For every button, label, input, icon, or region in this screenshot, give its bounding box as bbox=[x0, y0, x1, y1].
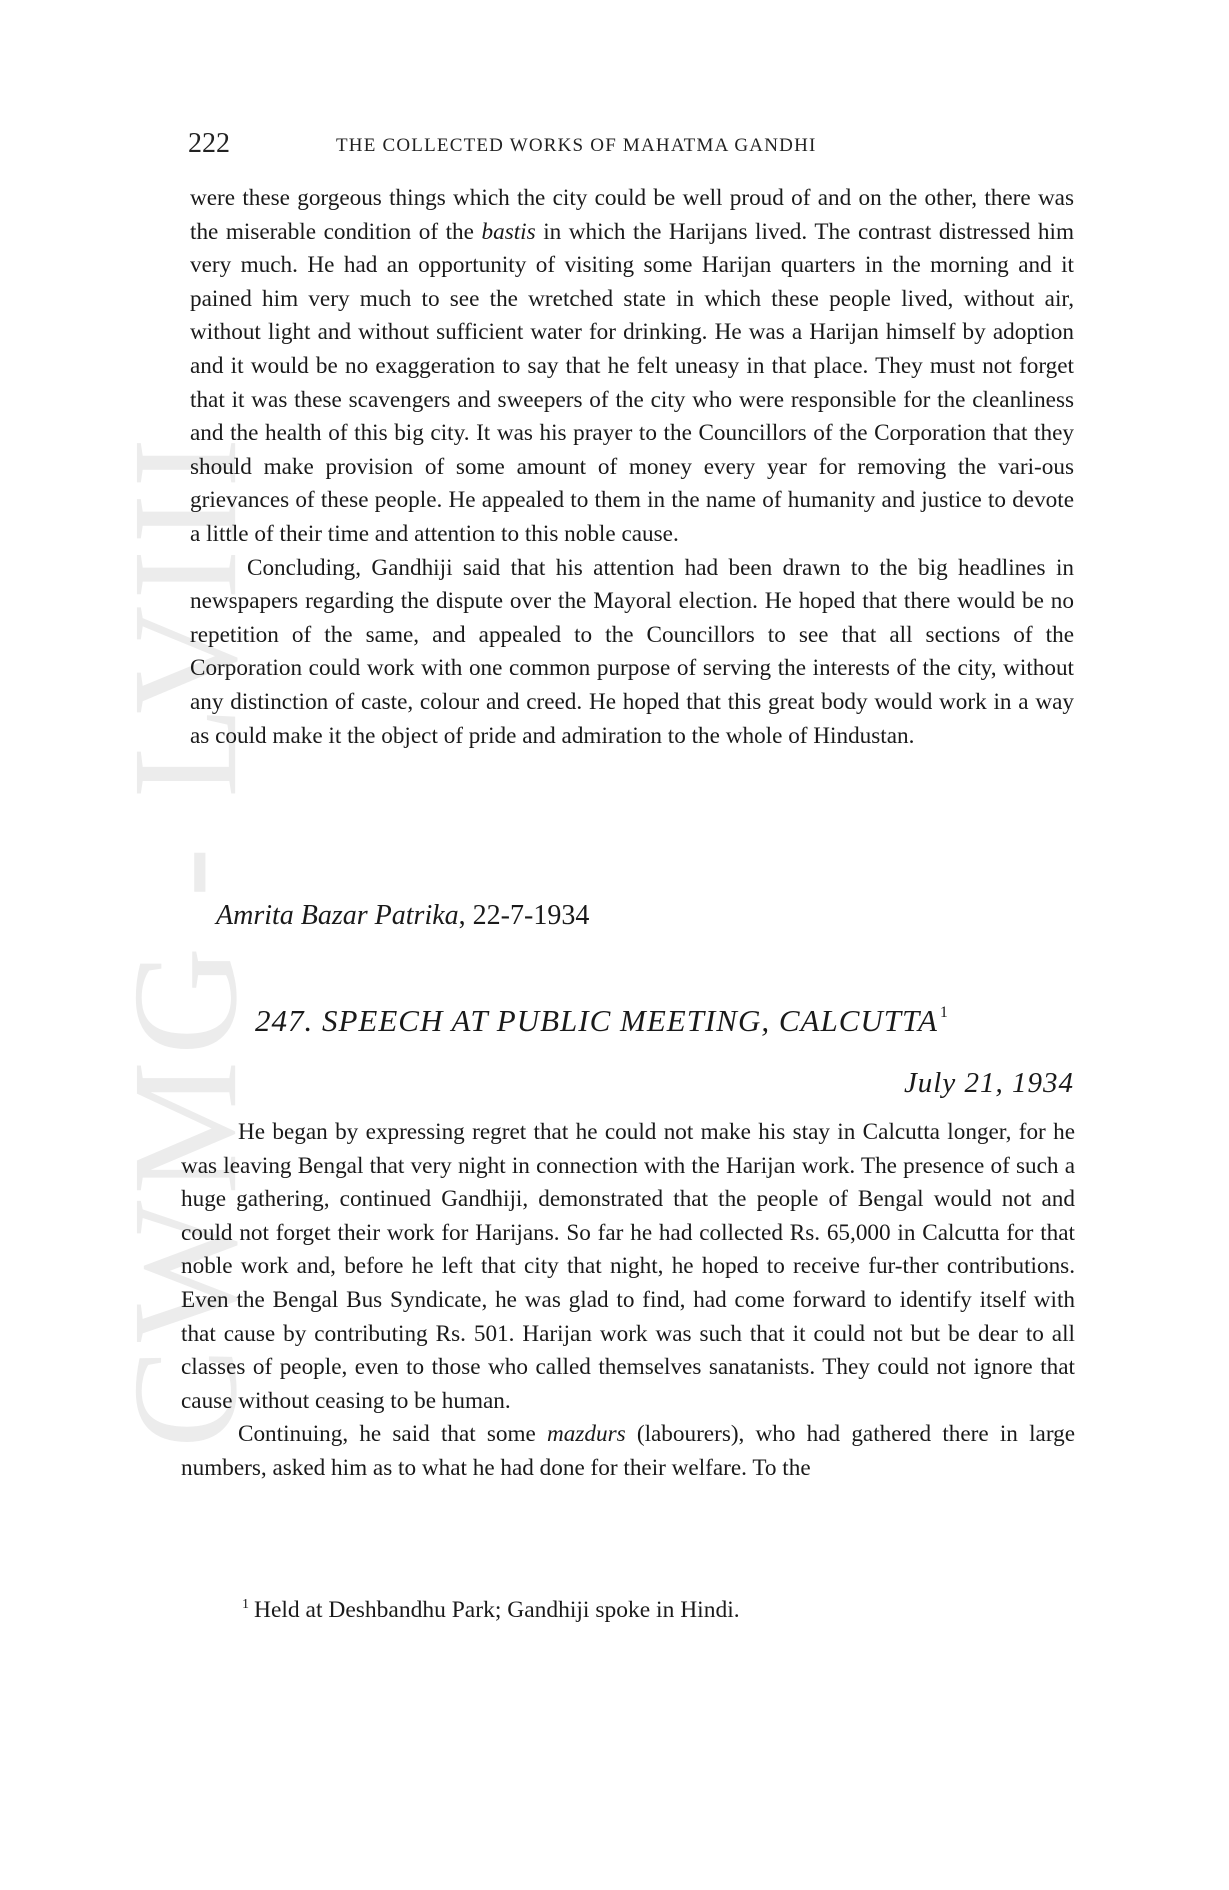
paragraph-4 bbox=[181, 1418, 1075, 1485]
paragraph-1-text-b: in which the Harijans lived. The contrast distressed him very much. He had an opportunity of visiting some Harijan quarters in the morning and it pained him very much to see the wretched state in which these people lived, without air, without light and without sufficient water for drinking. He was a Harijan himself by adoption and it would be no exaggeration to say that he felt uneasy in that place. They must not forget that it was these scavengers and sweepers of the city who were responsible for the cleanliness and the health of this big city. It was his prayer to the Councillors of the Corporation that they should make provision of some amount of money every year for removing the vari-ous grievances of these people. He appealed to them in the name of humanity and justice to devote a little of their time and attention to this noble cause. bbox=[190, 218, 1074, 547]
paragraph-4-text-b: (labourers), who had gathered there in large numbers, asked him as to what he had done for their welfare. To the bbox=[181, 1421, 1076, 1481]
running-title: THE COLLECTED WORKS OF MAHATMA GANDHI bbox=[336, 135, 817, 156]
dateline: July 21, 1934 bbox=[903, 1067, 1074, 1099]
paragraph-1 bbox=[190, 182, 1074, 552]
term-mazdurs: mazdurs bbox=[547, 1421, 626, 1448]
section-heading bbox=[255, 1003, 949, 1039]
footnote-marker: 1 bbox=[242, 1597, 249, 1612]
footnote-reference: 1 bbox=[939, 1004, 949, 1021]
citation-source: Amrita Bazar Patrika bbox=[216, 900, 459, 931]
section-2-text bbox=[181, 1116, 1075, 1486]
term-bastis: bastis bbox=[481, 218, 536, 245]
paragraph-3: He began by expressing regret that he could not make his stay in Calcutta longer, for he was leaving Bengal that very night in connection with the Harijan work. The presence of such a huge gathering, continued Gandhiji, demonstrated that the people of Bengal would not and could not forget their work for Harijans. So far he had collected Rs. 65,000 in Calcutta for that noble work and, before he left that city that night, he hoped to receive fur-ther contributions. Even the Bengal Bus Syndicate, he was glad to find, had come forward to identify itself with that cause by contributing Rs. 501. Harijan work was such that it could not but be dear to all classes of people, even to those who called themselves sanatanists. They could not ignore that cause without ceasing to be human. bbox=[181, 1119, 1075, 1414]
footnote bbox=[242, 1597, 740, 1624]
citation-date: , 22-7-1934 bbox=[458, 900, 590, 931]
paragraph-4-text-a: Continuing, he said that some bbox=[238, 1421, 548, 1448]
watermark-text: CWMG - LVIII bbox=[102, 431, 268, 1449]
paragraph-2: Concluding, Gandhiji said that his attention had been drawn to the big headlines in newspapers regarding the dispute over the Mayoral election. He hoped that there would be no repetition of the same, and appealed to the Councillors to see that all sections of the Corporation could work with one common purpose of serving the interests of the city, without any distinction of caste, colour and creed. He hoped that this great body would work in a way as could make it the object of pride and admiration to the whole of Hindustan. bbox=[190, 554, 1074, 749]
paragraph-1-text-a: were these gorgeous things which the city could be well proud of and on the other, there was the miserable condition of the bbox=[190, 185, 1074, 245]
source-citation bbox=[216, 900, 589, 932]
section-1-text bbox=[190, 182, 1074, 753]
section-heading-text: 247. SPEECH AT PUBLIC MEETING, CALCUTTA bbox=[255, 1003, 938, 1038]
footnote-text: Held at Deshbandhu Park; Gandhiji spoke in Hindi. bbox=[254, 1597, 740, 1623]
running-head bbox=[188, 128, 1074, 168]
page-number: 222 bbox=[188, 128, 230, 159]
